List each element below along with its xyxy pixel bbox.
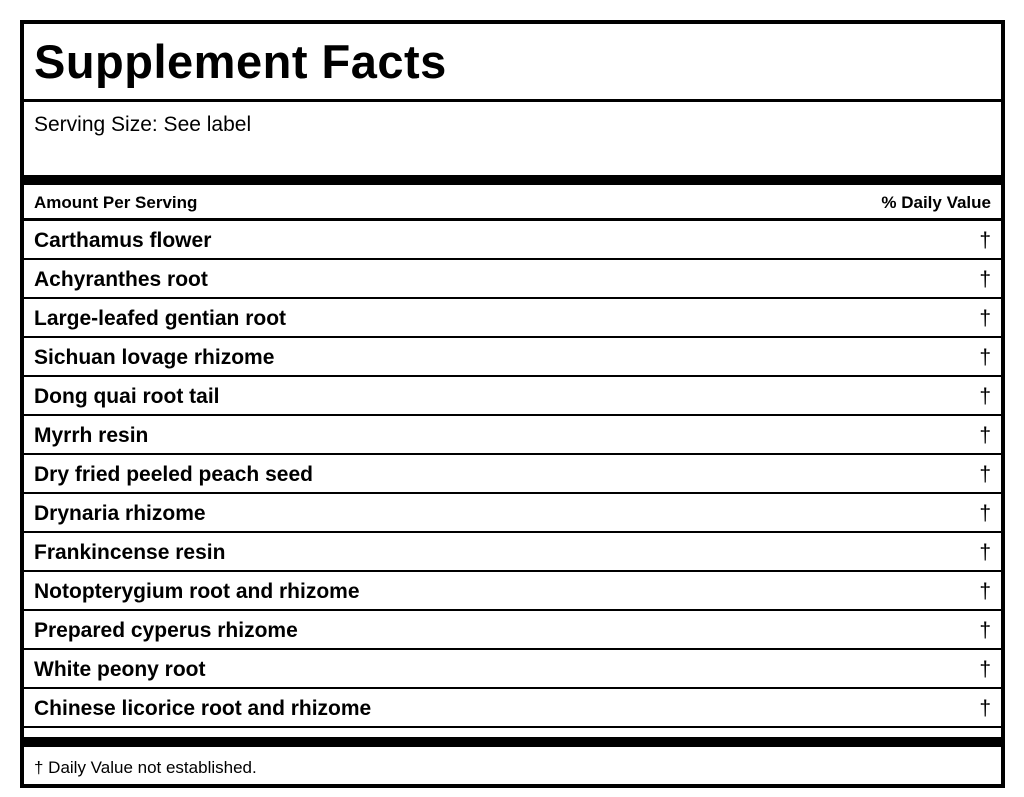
- ingredient-name: White peony root: [34, 658, 206, 681]
- table-row: [24, 455, 1001, 494]
- serving-size: Serving Size: See label: [34, 113, 252, 136]
- ingredient-name: Notopterygium root and rhizome: [34, 580, 360, 603]
- ingredient-name: Prepared cyperus rhizome: [34, 619, 298, 642]
- title-row: [24, 24, 1001, 102]
- daily-value-dagger: †: [979, 385, 991, 408]
- table-row: [24, 377, 1001, 416]
- daily-value-dagger: †: [979, 619, 991, 642]
- ingredient-name: Achyranthes root: [34, 268, 208, 291]
- daily-value-dagger: †: [979, 346, 991, 369]
- spacer: [24, 728, 1001, 737]
- thick-divider-top: [24, 175, 1001, 185]
- daily-value-dagger: †: [979, 424, 991, 447]
- daily-value-dagger: †: [979, 307, 991, 330]
- table-row: [24, 299, 1001, 338]
- thick-divider-bottom: [24, 737, 1001, 747]
- daily-value-header: % Daily Value: [881, 193, 991, 212]
- table-row: [24, 611, 1001, 650]
- daily-value-dagger: †: [979, 463, 991, 486]
- daily-value-dagger: †: [979, 697, 991, 720]
- table-row: [24, 338, 1001, 377]
- label-title: Supplement Facts: [34, 35, 447, 88]
- table-row: [24, 494, 1001, 533]
- ingredient-name: Myrrh resin: [34, 424, 149, 447]
- footer-row: [24, 747, 1001, 787]
- table-row: [24, 260, 1001, 299]
- ingredient-name: Dong quai root tail: [34, 385, 220, 408]
- table-row: [24, 221, 1001, 260]
- table-header: [24, 185, 1001, 221]
- daily-value-dagger: †: [979, 229, 991, 252]
- table-row: [24, 572, 1001, 611]
- table-row: [24, 650, 1001, 689]
- daily-value-dagger: †: [979, 658, 991, 681]
- amount-per-serving-header: Amount Per Serving: [34, 193, 198, 212]
- supplement-facts-label: [20, 20, 1005, 788]
- ingredient-name: Frankincense resin: [34, 541, 226, 564]
- daily-value-dagger: †: [979, 502, 991, 525]
- serving-row: [24, 102, 1001, 175]
- footnote: † Daily Value not established.: [34, 758, 257, 777]
- ingredient-list: [24, 221, 1001, 728]
- table-row: [24, 533, 1001, 572]
- ingredient-name: Sichuan lovage rhizome: [34, 346, 275, 369]
- ingredient-name: Chinese licorice root and rhizome: [34, 697, 372, 720]
- ingredient-name: Dry fried peeled peach seed: [34, 463, 313, 486]
- daily-value-dagger: †: [979, 541, 991, 564]
- ingredient-name: Large-leafed gentian root: [34, 307, 287, 330]
- table-row: [24, 416, 1001, 455]
- daily-value-dagger: †: [979, 580, 991, 603]
- ingredient-name: Drynaria rhizome: [34, 502, 206, 525]
- daily-value-dagger: †: [979, 268, 991, 291]
- ingredient-name: Carthamus flower: [34, 229, 212, 252]
- table-row: [24, 689, 1001, 728]
